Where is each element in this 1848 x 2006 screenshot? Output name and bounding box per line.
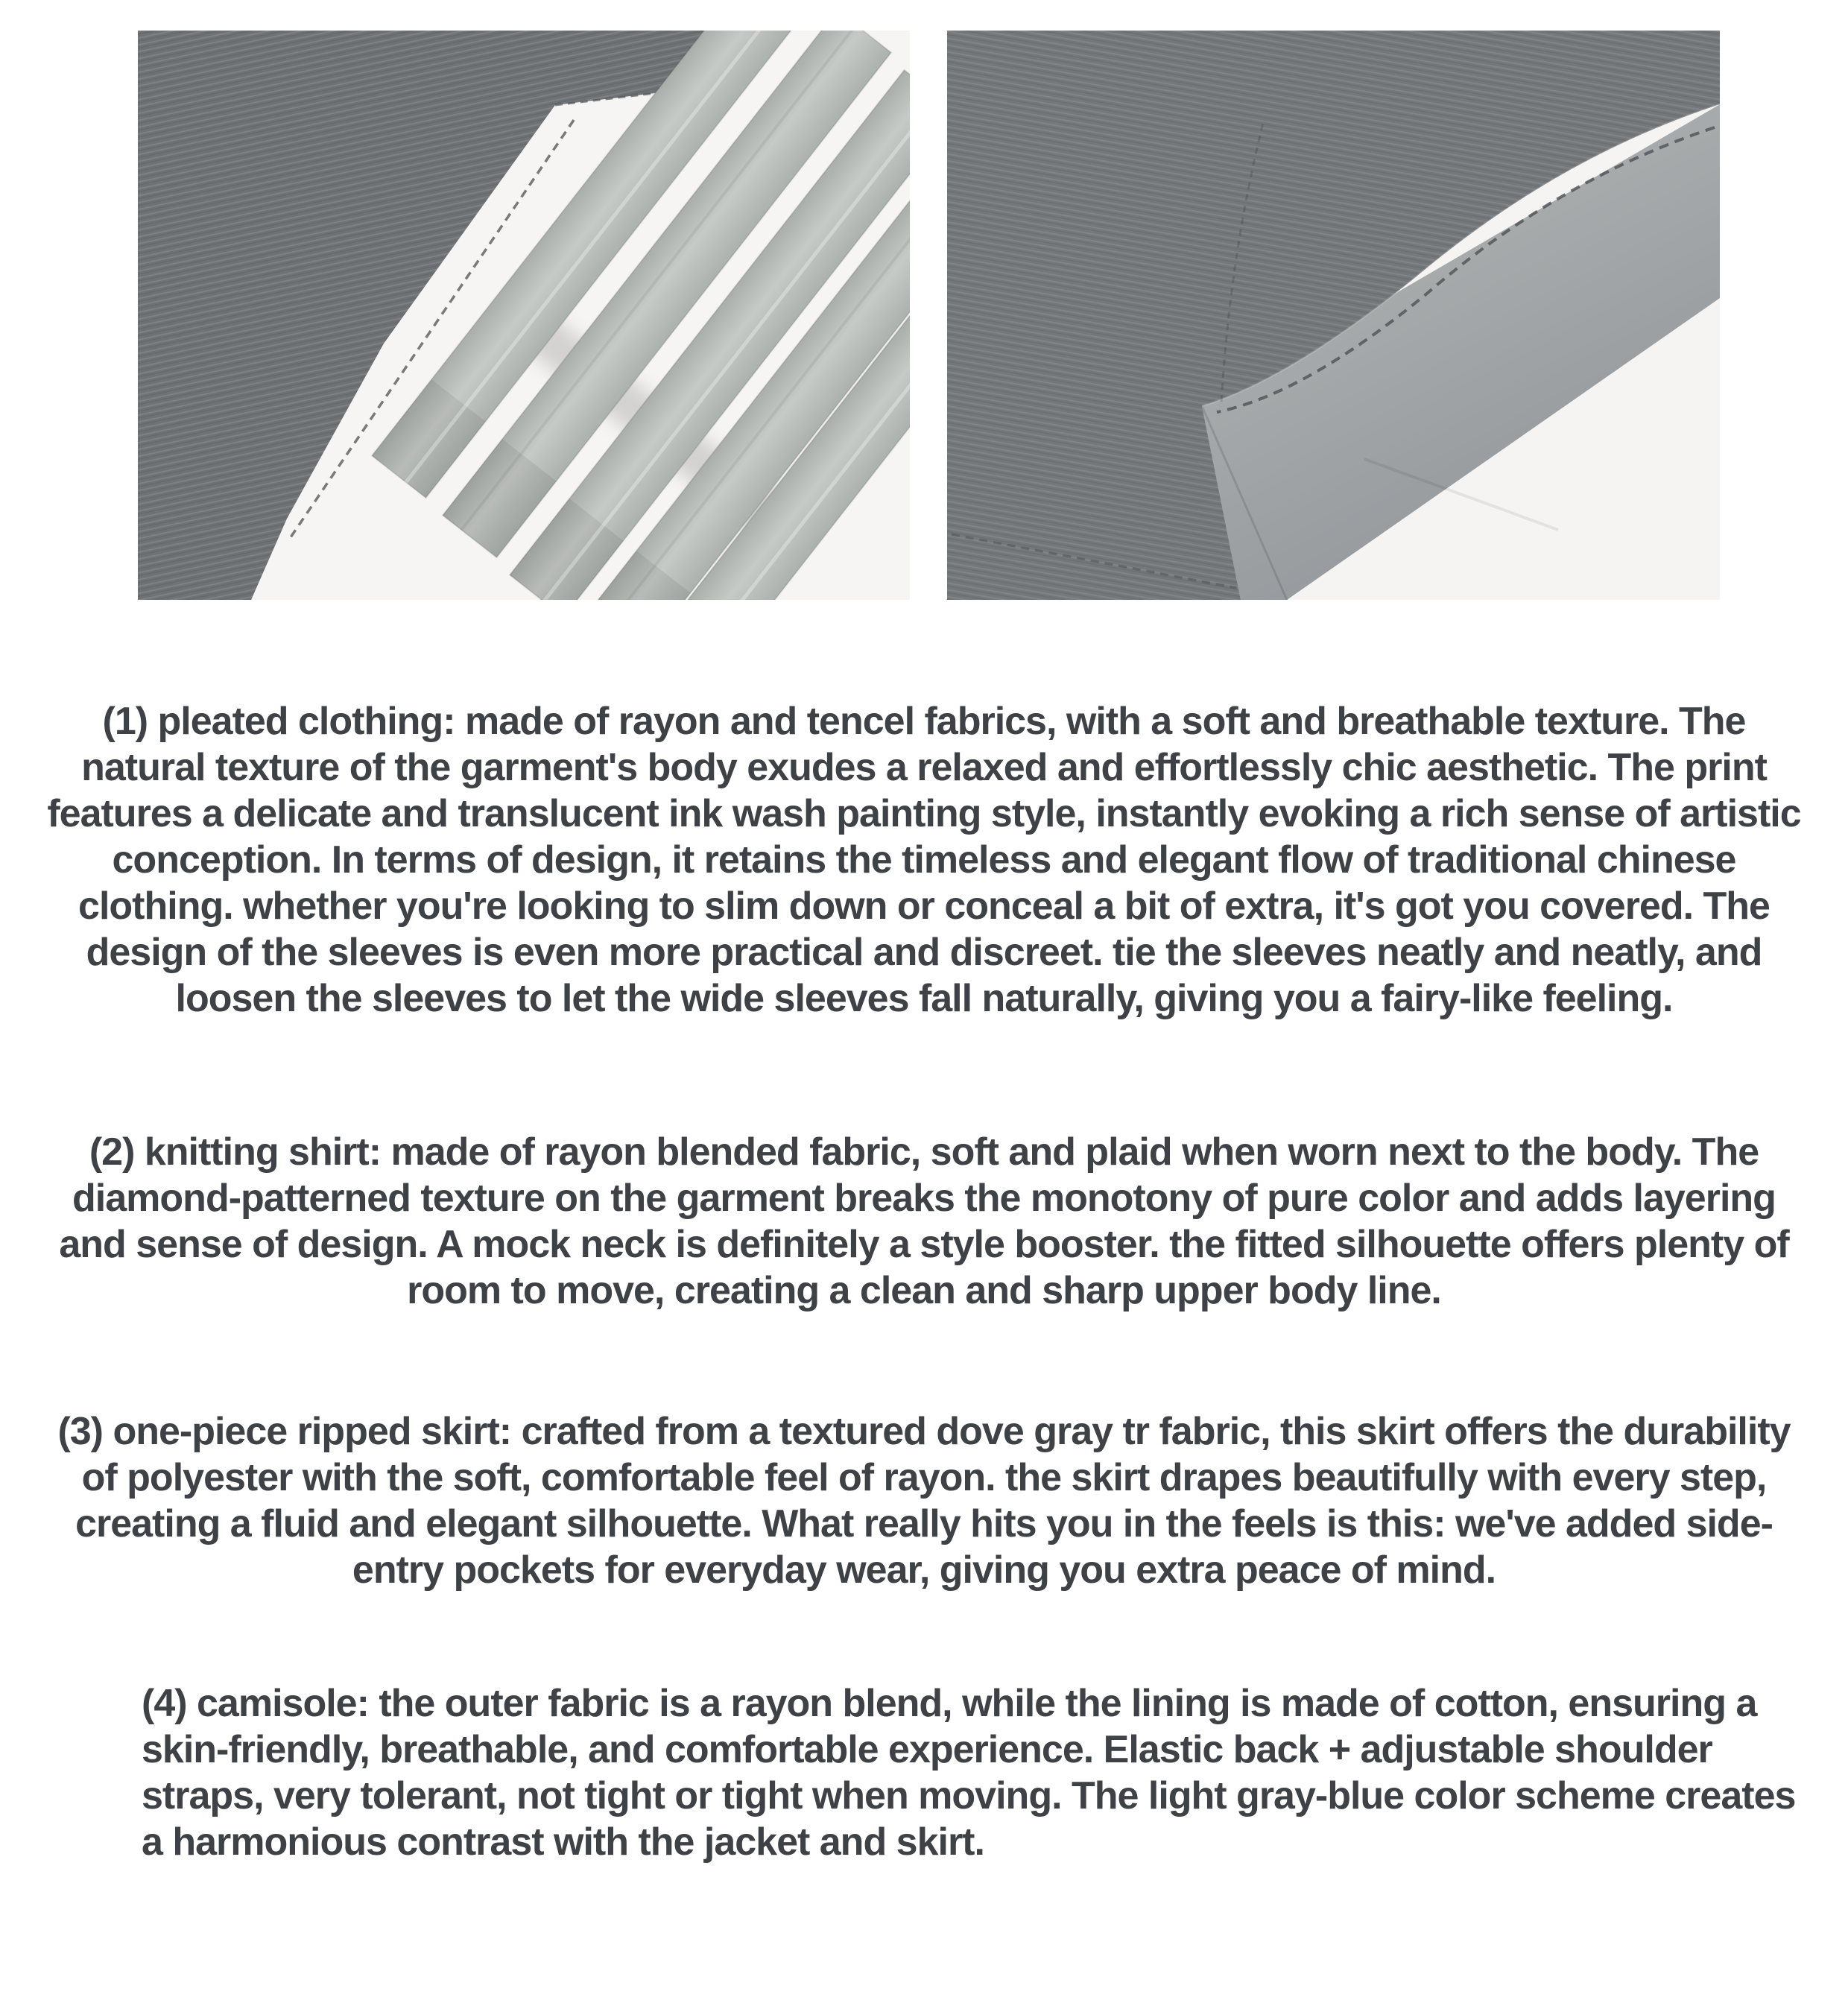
- hem-fold-photo-graphic: [947, 31, 1720, 600]
- pleated-strips-photo: [138, 31, 910, 600]
- paragraph-4-camisole: (4) camisole: the outer fabric is a rayon blend, while the lining is made of cotton, ensuring a skin-friendly, breathable, and comfortable experience. Elastic back + adjustable shoulder straps, very tolerant, not tight or tight when moving. The light gray-blue color scheme creates a harmonious contrast with the jacket and skirt.: [142, 1682, 1796, 1864]
- paragraph-2-knitting-shirt: (2) knitting shirt: made of rayon blended fabric, soft and plaid when worn next to the body. The diamond-patterned texture on the garment breaks the monotony of pure color and adds layering and sense of design. A mock neck is definitely a style booster. the fitted silhouette offers plenty of room to move, creating a clean and sharp upper body line.: [59, 1130, 1789, 1312]
- hem-fold-photo: [947, 31, 1720, 600]
- paragraph-1-pleated-clothing: (1) pleated clothing: made of rayon and tencel fabrics, with a soft and breathable texture. The natural texture of the garment's body exudes a relaxed and effortlessly chic aesthetic. The print features a delicate and translucent ink wash painting style, instantly evoking a rich sense of artistic conception. In terms of design, it retains the timeless and elegant flow of traditional chinese clothing. whether you're looking to slim down or conceal a bit of extra, it's got you covered. The design of the sleeves is even more practical and discreet. tie the sleeves neatly and neatly, and loosen the sleeves to let the wide sleeves fall naturally, giving you a fairy-like feeling.: [47, 700, 1801, 1020]
- paragraph-3-one-piece-ripped-skirt: (3) one-piece ripped skirt: crafted from a textured dove gray tr fabric, this skirt offers the durability of polyester with the soft, comfortable feel of rayon. the skirt drapes beautifully with every step, creating a fluid and elegant silhouette. What really hits you in the feels is this: we've added side-entry pockets for everyday wear, giving you extra peace of mind.: [57, 1410, 1791, 1592]
- pleated-strips-photo-graphic: [138, 31, 910, 600]
